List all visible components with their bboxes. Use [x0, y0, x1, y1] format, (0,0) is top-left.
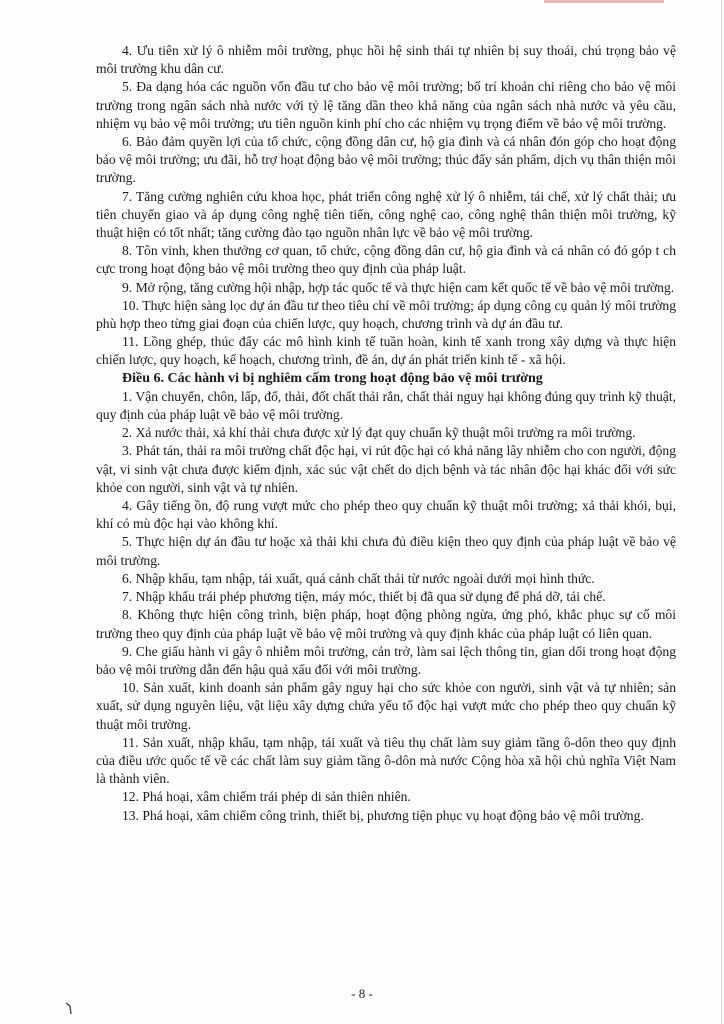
- article-item-11: 11. Sản xuất, nhập khẩu, tạm nhập, tái xuất và tiêu thụ chất làm suy giảm tầng ô-dôn theo quy định của điều ước quốc tế về các chất làm suy giảm tầng ô-dôn mà nước Cộng hòa xã hội chủ nghĩa Việt Nam là thành viên.: [96, 734, 676, 787]
- page-number: - 8 -: [351, 986, 373, 1001]
- paragraph-11: 11. Lồng ghép, thúc đẩy các mô hình kinh tế tuần hoàn, kinh tế xanh trong xây dựng và thực hiện chiến lược, quy hoạch, kế hoạch, chương trình, đề án, dự án phát triển kinh tế - xã hội.: [96, 334, 676, 368]
- paragraph-9: 9. Mở rộng, tăng cường hội nhập, hợp tác quốc tế và thực hiện cam kết quốc tế về bảo vệ môi trường.: [122, 279, 675, 295]
- article-item-8: 8. Không thực hiện công trình, biện pháp, hoạt động phòng ngừa, ứng phó, khắc phục sự cố môi trường theo quy định của pháp luật về bảo vệ môi trường và quy định khác của pháp luật có liên quan.: [96, 607, 676, 641]
- article-item-4: 4. Gây tiếng ồn, độ rung vượt mức cho phép theo quy chuẩn kỹ thuật môi trường; xả thải khói, bụi, khí có mù độc hại vào không khí.: [96, 498, 676, 532]
- article-6-heading: Điều 6. Các hành vi bị nghiêm cấm trong hoạt động bảo vệ môi trường: [122, 370, 543, 386]
- article-item-1: 1. Vận chuyển, chôn, lấp, đổ, thải, đốt chất thải rắn, chất thải nguy hại không đúng quy trình kỹ thuật, quy định của pháp luật về bảo vệ môi trường.: [96, 388, 676, 423]
- paragraph-8: 8. Tôn vinh, khen thưởng cơ quan, tổ chức, cộng đồng dân cư, hộ gia đình và cá nhân có đó góp t ch cực trong hoạt động bảo vệ môi trường theo quy định của pháp luật.: [96, 243, 676, 277]
- article-item-10: 10. Sản xuất, kinh doanh sản phẩm gây nguy hại cho sức khỏe con người, sinh vật và tự nhiên; sản xuất, sử dụng nguyên liệu, vật liệu xây dựng chứa yếu tố độc hại vượt mức cho phép theo quy chuẩn kỹ thuật môi trường.: [96, 680, 676, 732]
- article-item-2: 2. Xả nước thải, xả khí thải chưa được xử lý đạt quy chuẩn kỹ thuật môi trường ra môi trường.: [122, 425, 636, 441]
- document-body: [96, 42, 676, 825]
- article-item-12: 12. Phá hoại, xâm chiếm trái phép di sản thiên nhiên.: [122, 789, 411, 805]
- paragraph-4: 4. Ưu tiên xử lý ô nhiễm môi trường, phục hồi hệ sinh thái tự nhiên bị suy thoái, chú trọng bảo vệ môi trường khu dân cư.: [96, 43, 676, 77]
- paragraph-10: 10. Thực hiện sàng lọc dự án đầu tư theo tiêu chí về môi trường; áp dụng công cụ quản lý môi trường phù hợp theo từng giai đoạn của chiến lược, quy hoạch, chương trình và dự án đầu tư.: [96, 297, 676, 332]
- scan-corner-mark: [64, 1002, 74, 1016]
- scan-edge-mark: [544, 0, 664, 3]
- paragraph-6: 6. Bảo đảm quyền lợi của tổ chức, cộng đồng dân cư, hộ gia đình và cá nhân đón góp cho hoạt động bảo vệ môi trường; ưu đãi, hỗ trợ hoạt động bảo vệ môi trường; thúc đẩy sản phẩm, dịch vụ thân thiện môi trường.: [96, 134, 676, 186]
- article-item-6: 6. Nhập khẩu, tạm nhập, tái xuất, quá cảnh chất thải từ nước ngoài dưới mọi hình thức.: [122, 570, 595, 586]
- paragraph-7: 7. Tăng cường nghiên cứu khoa học, phát triển công nghệ xử lý ô nhiễm, tái chế, xử lý chất thải; ưu tiên chuyển giao và áp dụng công nghệ tiên tiến, công nghệ cao, công nghệ thân thiện môi trường, kỹ thuật hiện có tốt nhất; tăng cường đào tạo nguồn nhân lực về bảo vệ môi trường.: [96, 188, 676, 241]
- article-item-13: 13. Phá hoại, xâm chiếm công trình, thiết bị, phương tiện phục vụ hoạt động bảo vệ môi trường.: [122, 807, 644, 823]
- article-item-9: 9. Che giấu hành vi gây ô nhiễm môi trường, cản trở, làm sai lệch thông tin, gian dối trong hoạt động bảo vệ môi trường dẫn đến hậu quả xấu đối với môi trường.: [96, 643, 676, 677]
- article-item-5: 5. Thực hiện dự án đầu tư hoặc xả thải khi chưa đủ điều kiện theo quy định của pháp luật về bảo vệ môi trường.: [96, 534, 676, 568]
- article-item-7: 7. Nhập khẩu trái phép phương tiện, máy móc, thiết bị đã qua sử dụng để phá dỡ, tái chế.: [122, 589, 606, 605]
- scan-right-edge: [721, 0, 722, 1024]
- article-item-3: 3. Phát tán, thải ra môi trường chất độc hại, vi rút độc hại có khả năng lây nhiễm cho con người, động vật, vi sinh vật chưa được kiểm định, xác súc vật chết do dịch bệnh và tác nhân độc hại khác đối với sức khỏe con người, sinh vật và tự nhiên.: [96, 443, 676, 495]
- paragraph-5: 5. Đa dạng hóa các nguồn vốn đầu tư cho bảo vệ môi trường; bố trí khoản chi riêng cho bảo vệ môi trường trong ngân sách nhà nước với tỷ lệ tăng dần theo khả năng của ngân sách nhà nước và yêu cầu, nhiệm vụ bảo vệ môi trường; ưu tiên nguồn kinh phí cho các nhiệm vụ trọng điểm về bảo vệ môi trường.: [96, 79, 676, 131]
